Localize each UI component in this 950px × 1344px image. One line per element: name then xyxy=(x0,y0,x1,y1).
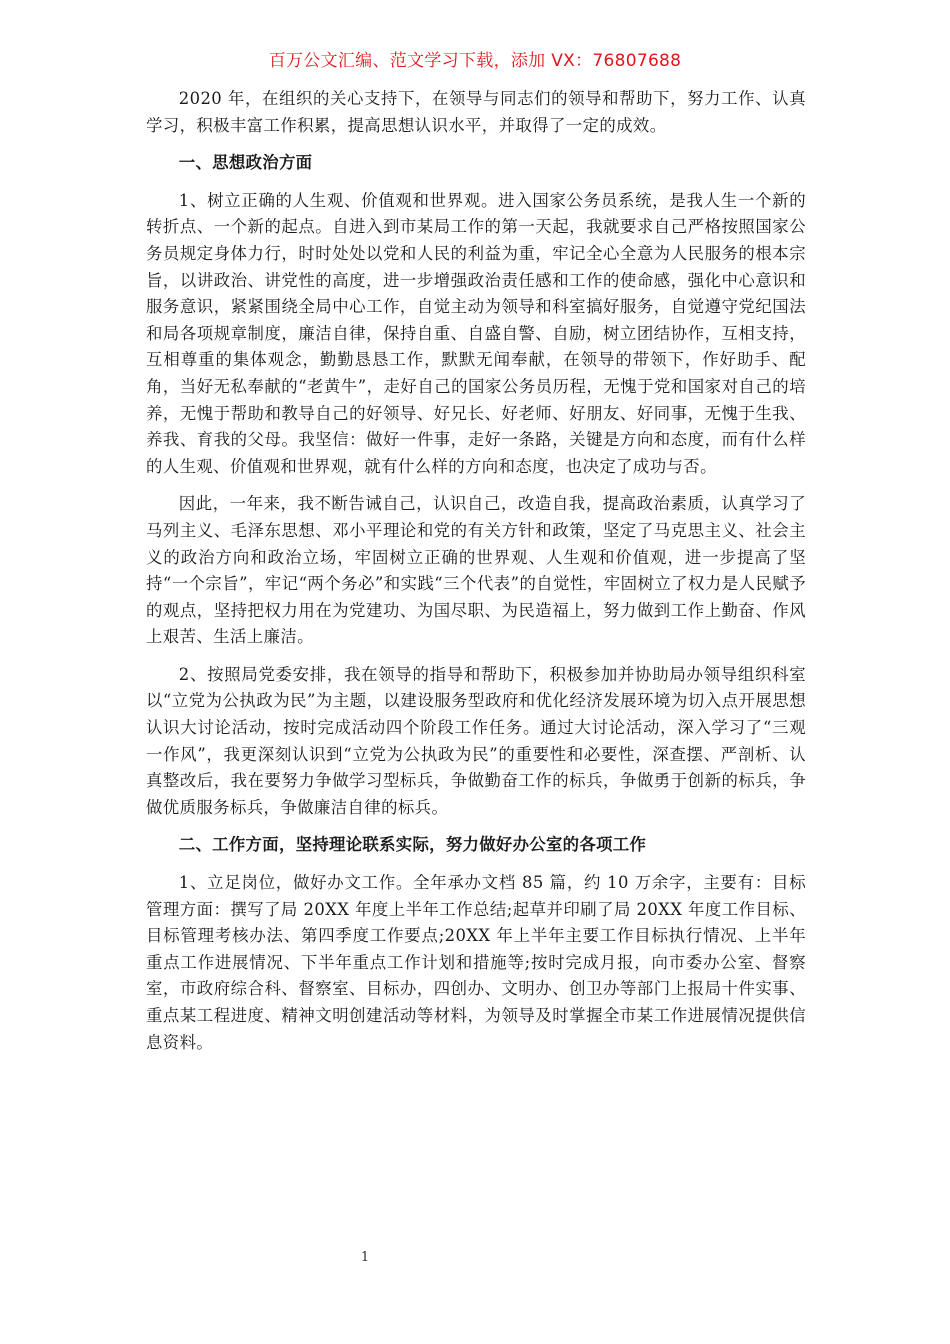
intro-paragraph: 2020 年，在组织的关心支持下，在领导与同志们的领导和帮助下，努力工作、认真学习，积极丰富工作积累，提高思想认识水平，并取得了一定的成效。 xyxy=(146,89,806,135)
document-body xyxy=(146,86,806,1056)
page-number: 1 xyxy=(360,1250,370,1265)
section-heading-ideology: 一、思想政治方面 xyxy=(178,153,313,173)
paragraph-discussion-activity: 2、按照局党委安排，我在领导的指导和帮助下，积极参加并协助局办领导组织科室以“立党为公执政为民”为主题，以建设服务型政府和优化经济发展环境为切入点开展思想认识大讨论活动，按时完成活动四个阶段工作任务。通过大讨论活动，深入学习了“三观一作风”，我更深刻认识到“立党为公执政为民”的重要性和必要性，深查摆、严剖析、认真整改后，我在要努力争做学习型标兵，争做勤奋工作的标兵，争做勇于创新的标兵，争做优质服务标兵，争做廉洁自律的标兵。 xyxy=(146,664,806,817)
paragraph-worldview: 1、树立正确的人生观、价值观和世界观。进入国家公务员系统，是我人生一个新的转折点、一个新的起点。自进入到市某局工作的第一天起，我就要求自己严格按照国家公务员规定身体力行，时时处处以党和人民的利益为重，牢记全心全意为人民服务的根本宗旨，以讲政治、讲党性的高度，进一步增强政治责任感和工作的使命感，强化中心意识和服务意识，紧紧围绕全局中心工作，自觉主动为领导和科室搞好服务，自觉遵守党纪国法和局各项规章制度，廉洁自律，保持自重、自盛自警、自励，树立团结协作，互相支持，互相尊重的集体观念，勤勤恳恳工作，默默无闻奉献，在领导的带领下，作好助手、配角，当好无私奉献的“老黄牛”，走好自己的国家公务员历程，无愧于党和国家对自己的培养，无愧于帮助和教导自己的好领导、好兄长、好老师、好朋友、好同事，无愧于生我、养我、育我的父母。我坚信：做好一件事，走好一条路，关键是方向和态度，而有什么样的人生观、价值观和世界观，就有什么样的方向和态度，也决定了成功与否。 xyxy=(146,190,806,476)
header-banner: 百万公文汇编、范文学习下载，添加 VX：76807688 xyxy=(268,51,682,71)
paragraph-political-study: 因此，一年来，我不断告诫自己，认识自己，改造自我，提高政治素质，认真学习了马列主义、毛泽东思想、邓小平理论和党的有关方针和政策，坚定了马克思主义、社会主义的政治方向和政治立场，牢固树立正确的世界观、人生观和价值观，进一步提高了坚持“一个宗旨”，牢记“两个务必”和实践“三个代表”的自觉性，牢固树立了权力是人民赋予的观点，坚持把权力用在为党建功、为国尽职、为民造福上，努力做到工作上勤奋、作风上艰苦、生活上廉洁。 xyxy=(146,494,806,647)
section-heading-work: 二、工作方面，坚持理论联系实际，努力做好办公室的各项工作 xyxy=(178,835,647,855)
paragraph-document-work: 1、立足岗位，做好办文工作。全年承办文档 85 篇，约 10 万余字，主要有：目标管理方面：撰写了局 20XX 年度上半年工作总结;起草并印刷了局 20XX 年度工作目标、目标管理考核办法、第四季度工作要点;20XX 年上半年主要工作目标执行情况、上半年重点工作进展情况、下半年重点工作计划和措施等;按时完成月报，向市委办公室、督察室，市政府综合科、督察室、目标办，四创办、文明办、创卫办等部门上报局十件实事、重点某工程进度、精神文明创建活动等材料，为领导及时掌握全市某工作进展情况提供信息资料。 xyxy=(146,873,806,1052)
